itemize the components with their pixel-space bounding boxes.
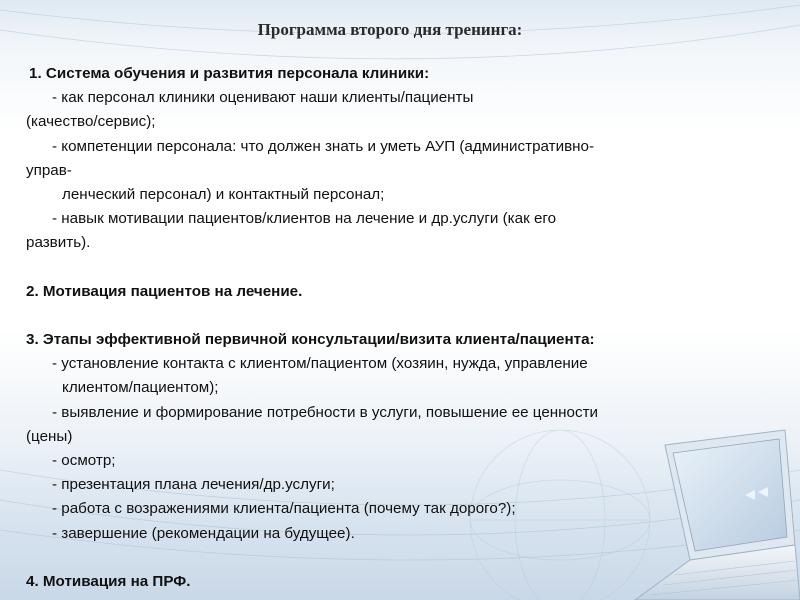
- list-item: ленческий персонал) и контактный персонал;: [62, 185, 385, 203]
- list-item: - завершение (рекомендации на будущее).: [52, 524, 355, 542]
- section-4-number: 4.: [26, 572, 39, 590]
- section-2-title: Мотивация пациентов на лечение.: [42, 282, 303, 300]
- list-item: - навык мотивации пациентов/клиентов на лечение и др.услуги (как его: [52, 210, 557, 228]
- laptop-icon: [595, 425, 800, 600]
- list-item: - осмотр;: [52, 452, 116, 469]
- list-item: - презентация плана лечения/др.услуги;: [52, 476, 335, 494]
- section-1-title: Система обучения и развития персонала клиники:: [45, 65, 430, 82]
- list-item: развить).: [26, 234, 91, 252]
- section-3-number: 3.: [26, 331, 39, 349]
- list-item: (качество/сервис);: [26, 113, 156, 131]
- page-title: Программа второго дня тренинга:: [257, 20, 523, 39]
- list-item: - выявление и формирование потребности в услуги, повышение ее ценности: [52, 403, 599, 421]
- section-2-heading: [26, 280, 781, 304]
- section-1-heading: [26, 62, 781, 86]
- list-item: - как персонал клиники оценивают наши клиенты/пациенты: [52, 89, 474, 107]
- list-item: клиентом/пациентом);: [62, 379, 219, 397]
- list-item: (цены): [26, 427, 73, 445]
- list-item: - установление контакта с клиентом/пациентом (хозяин, нужда, управление: [52, 355, 588, 373]
- list-item: - компетенции персонала: что должен знать и уметь АУП (административно-: [52, 137, 595, 155]
- section-2-number: 2.: [26, 282, 39, 300]
- section-1-number: 1.: [29, 65, 42, 82]
- list-item: - работа с возражениями клиента/пациента (почему так дорого?);: [52, 500, 516, 518]
- section-4-title: Мотивация на ПРФ.: [42, 572, 191, 590]
- section-3-heading: [26, 328, 781, 352]
- list-item: управ-: [26, 161, 72, 179]
- section-3-title: Этапы эффективной первичной консультации/визита клиента/пациента:: [42, 331, 595, 349]
